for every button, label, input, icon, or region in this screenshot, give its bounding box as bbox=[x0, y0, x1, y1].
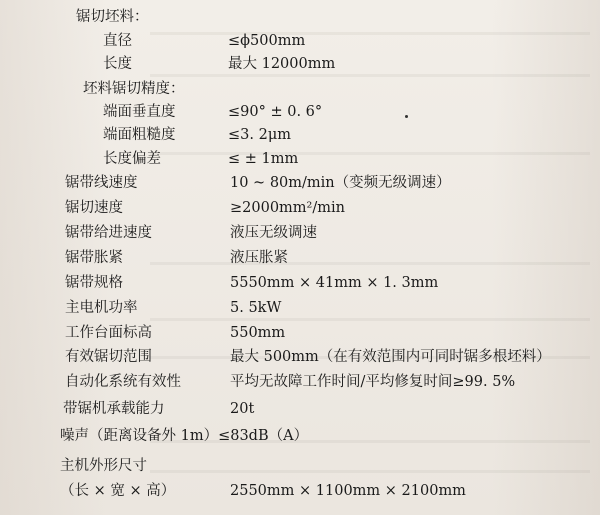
spec-value: ≤3. 2μm bbox=[228, 127, 291, 143]
spec-label: 工作台面标高 bbox=[65, 325, 152, 341]
spec-value: ≤90° ± 0. 6° bbox=[228, 104, 323, 120]
spec-label: 端面垂直度 bbox=[103, 104, 176, 120]
spec-label: 直径 bbox=[103, 33, 132, 49]
spec-value: 最大 12000mm bbox=[228, 56, 336, 72]
spec-value: 550mm bbox=[230, 325, 286, 341]
spec-value: 10 ~ 80m/min（变频无级调速） bbox=[230, 175, 451, 191]
ink-dot bbox=[405, 115, 408, 118]
spec-value: 液压无级调速 bbox=[230, 225, 317, 241]
spec-label: 坯料锯切精度： bbox=[83, 81, 185, 97]
spec-label: 长度偏差 bbox=[103, 151, 161, 167]
spec-value: ≤ϕ500mm bbox=[228, 33, 306, 49]
spec-value: 5. 5kW bbox=[230, 300, 282, 316]
spec-label: 噪声（距离设备外 1m）≤83dB（A） bbox=[60, 428, 309, 444]
spec-label: 锯带线速度 bbox=[65, 175, 138, 191]
spec-value: 20t bbox=[230, 401, 255, 417]
spec-label: 锯带规格 bbox=[65, 275, 123, 291]
spec-label: 端面粗糙度 bbox=[103, 127, 176, 143]
spec-value: 液压胀紧 bbox=[230, 250, 288, 266]
spec-label: 锯带给进速度 bbox=[65, 225, 152, 241]
spec-label: 有效锯切范围 bbox=[65, 349, 152, 365]
spec-label: 带锯机承载能力 bbox=[63, 401, 165, 417]
spec-label: 锯带胀紧 bbox=[65, 250, 123, 266]
spec-label: 长度 bbox=[103, 56, 132, 72]
spec-label: 锯切坯料： bbox=[76, 9, 149, 25]
spec-value: 最大 500mm（在有效范围内可同时锯多根坯料） bbox=[230, 349, 551, 365]
spec-value: 2550mm × 1100mm × 2100mm bbox=[230, 483, 466, 499]
spec-label: （长 × 宽 × 高） bbox=[60, 483, 176, 499]
spec-value: ≥2000mm²/min bbox=[230, 200, 345, 216]
spec-value: 平均无故障工作时间/平均修复时间≥99. 5% bbox=[230, 374, 516, 390]
spec-value: 5550mm × 41mm × 1. 3mm bbox=[230, 275, 439, 291]
spec-label: 主电机功率 bbox=[65, 300, 138, 316]
spec-label: 锯切速度 bbox=[65, 200, 123, 216]
spec-label: 自动化系统有效性 bbox=[65, 374, 181, 390]
spec-label: 主机外形尺寸 bbox=[60, 458, 147, 474]
spec-value: ≤ ± 1mm bbox=[228, 151, 299, 167]
